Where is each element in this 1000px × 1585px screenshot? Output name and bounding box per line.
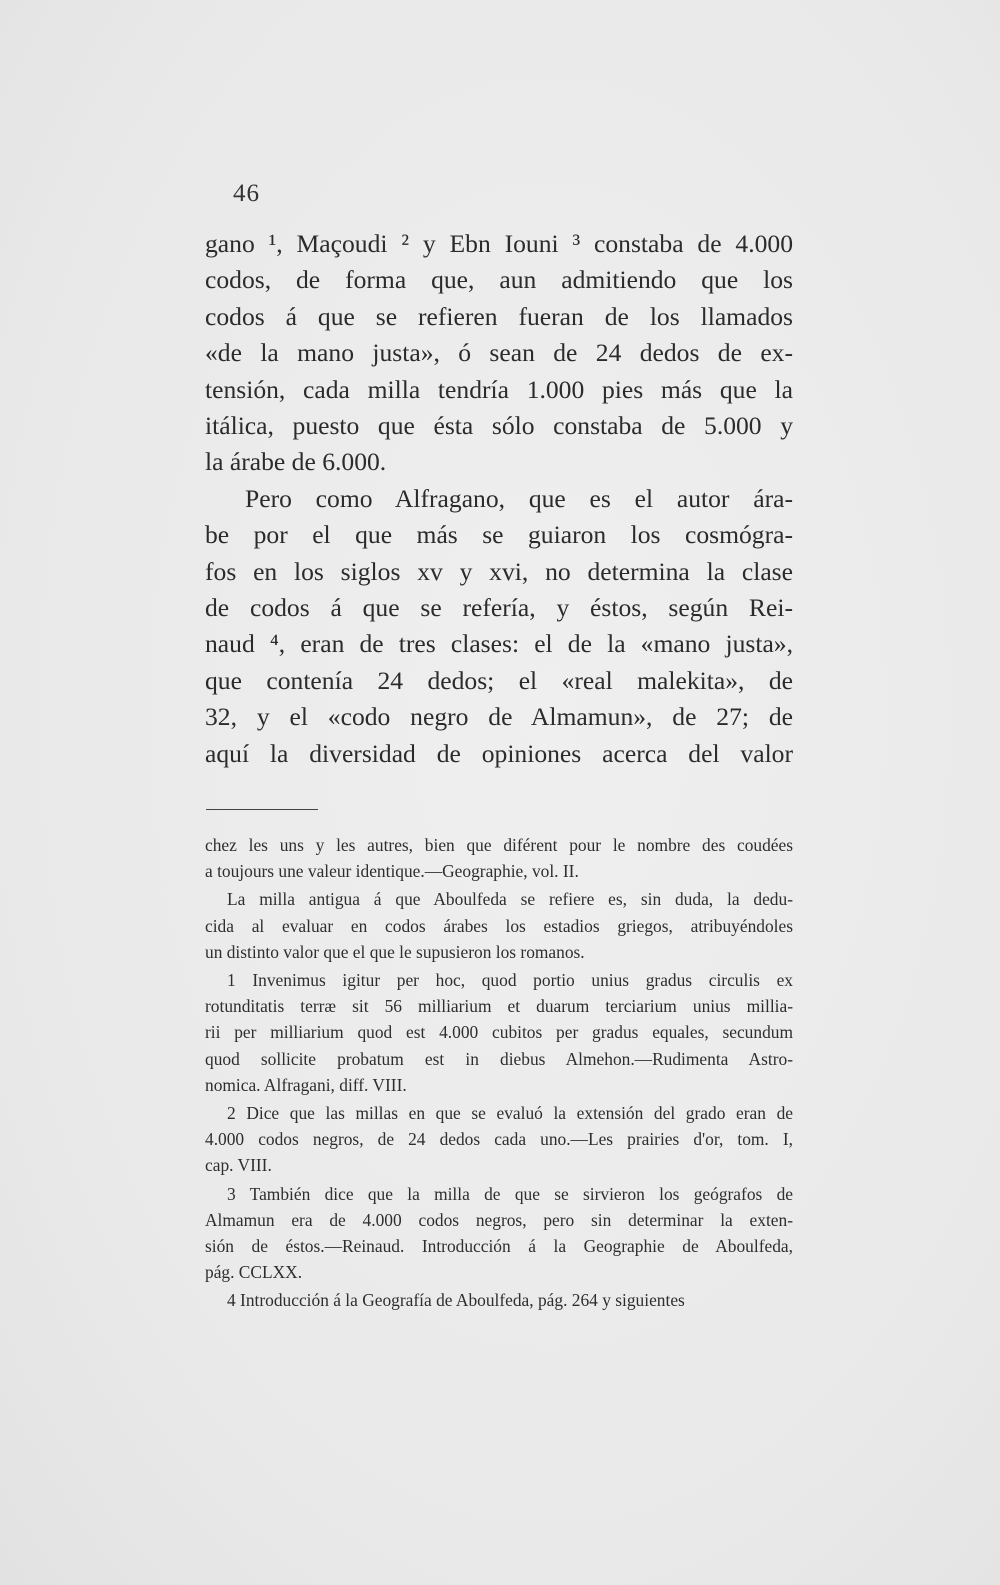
text-line: aquí la diversidad de opiniones acerca del valor [205, 738, 793, 768]
footnote-line: cida al evaluar en codos árabes los estadios griegos, atribuyéndoles [205, 915, 793, 936]
text-line: 32, y el «codo negro de Almamun», de 27; de [205, 702, 793, 732]
text-line: de codos á que se refería, y éstos, según Rei- [205, 593, 793, 623]
footnote-line: cap. VIII. [205, 1155, 272, 1176]
text-line: gano ¹, Maçoudi ² y Ebn Iouni ³ constaba de 4.000 [205, 229, 793, 258]
footnote-line: rotunditatis terræ sit 56 milliarium et duarum terciarium unius millia- [205, 996, 793, 1017]
text-line: Pero como Alfragano, que es el autor ára- [245, 483, 793, 513]
footnote-line: 1 Invenimus igitur per hoc, quod portio unius gradus circulis ex [227, 970, 793, 991]
footnotes [205, 832, 793, 1314]
footnote-line: 4.000 codos negros, de 24 dedos cada uno.—Les prairies d'or, tom. I, [205, 1129, 793, 1150]
page-number: 46 [233, 180, 260, 207]
footnote-line: Almamun era de 4.000 codos negros, pero sin determinar la exten- [205, 1209, 793, 1230]
text-line: fos en los siglos xv y xvi, no determina la clase [205, 556, 793, 586]
footnote-line: rii per milliarium quod est 4.000 cubitos per gradus equales, secundum [205, 1022, 793, 1043]
text-line: tensión, cada milla tendría 1.000 pies más que la [205, 374, 793, 404]
footnote-line: quod sollicite probatum est in diebus Almehon.—Rudimenta Astro- [205, 1048, 793, 1069]
text-line: naud ⁴, eran de tres clases: el de la «mano justa», [205, 629, 793, 659]
footnote-line: 2 Dice que las millas en que se evaluó la extensión del grado eran de [227, 1103, 793, 1124]
text-line: la árabe de 6.000. [205, 447, 387, 477]
text-line: be por el que más se guiaron los cosmógra- [205, 520, 793, 550]
footnote-line: nomica. Alfragani, diff. VIII. [205, 1074, 407, 1095]
text-line: codos á que se refieren fueran de los llamados [205, 301, 793, 331]
footnote-line: La milla antigua á que Aboulfeda se refiere es, sin duda, la dedu- [227, 889, 793, 910]
text-line: «de la mano justa», ó sean de 24 dedos de ex- [205, 338, 793, 368]
main-text [205, 226, 793, 772]
text-line: codos, de forma que, aun admitiendo que los [205, 265, 793, 295]
footnote-line: sión de éstos.—Reinaud. Introducción á la Geographie de Aboulfeda, [205, 1236, 793, 1257]
footnote-line: chez les uns y les autres, bien que diférent pour le nombre des coudées [205, 835, 793, 855]
footnote-line: 4 Introducción á la Geografía de Aboulfeda, pág. 264 y siguientes [227, 1290, 685, 1311]
text-line: itálica, puesto que ésta sólo constaba de 5.000 y [205, 411, 793, 441]
footnote-line: un distinto valor que el que le supusieron los romanos. [205, 941, 585, 962]
footnote-separator [206, 809, 318, 810]
footnote-line: pág. CCLXX. [205, 1262, 303, 1283]
footnote-line: 3 También dice que la milla de que se sirvieron los geógrafos de [227, 1183, 793, 1204]
footnote-line: a toujours une valeur identique.—Geographie, vol. II. [205, 861, 579, 882]
text-line: que contenía 24 dedos; el «real malekita», de [205, 665, 793, 695]
